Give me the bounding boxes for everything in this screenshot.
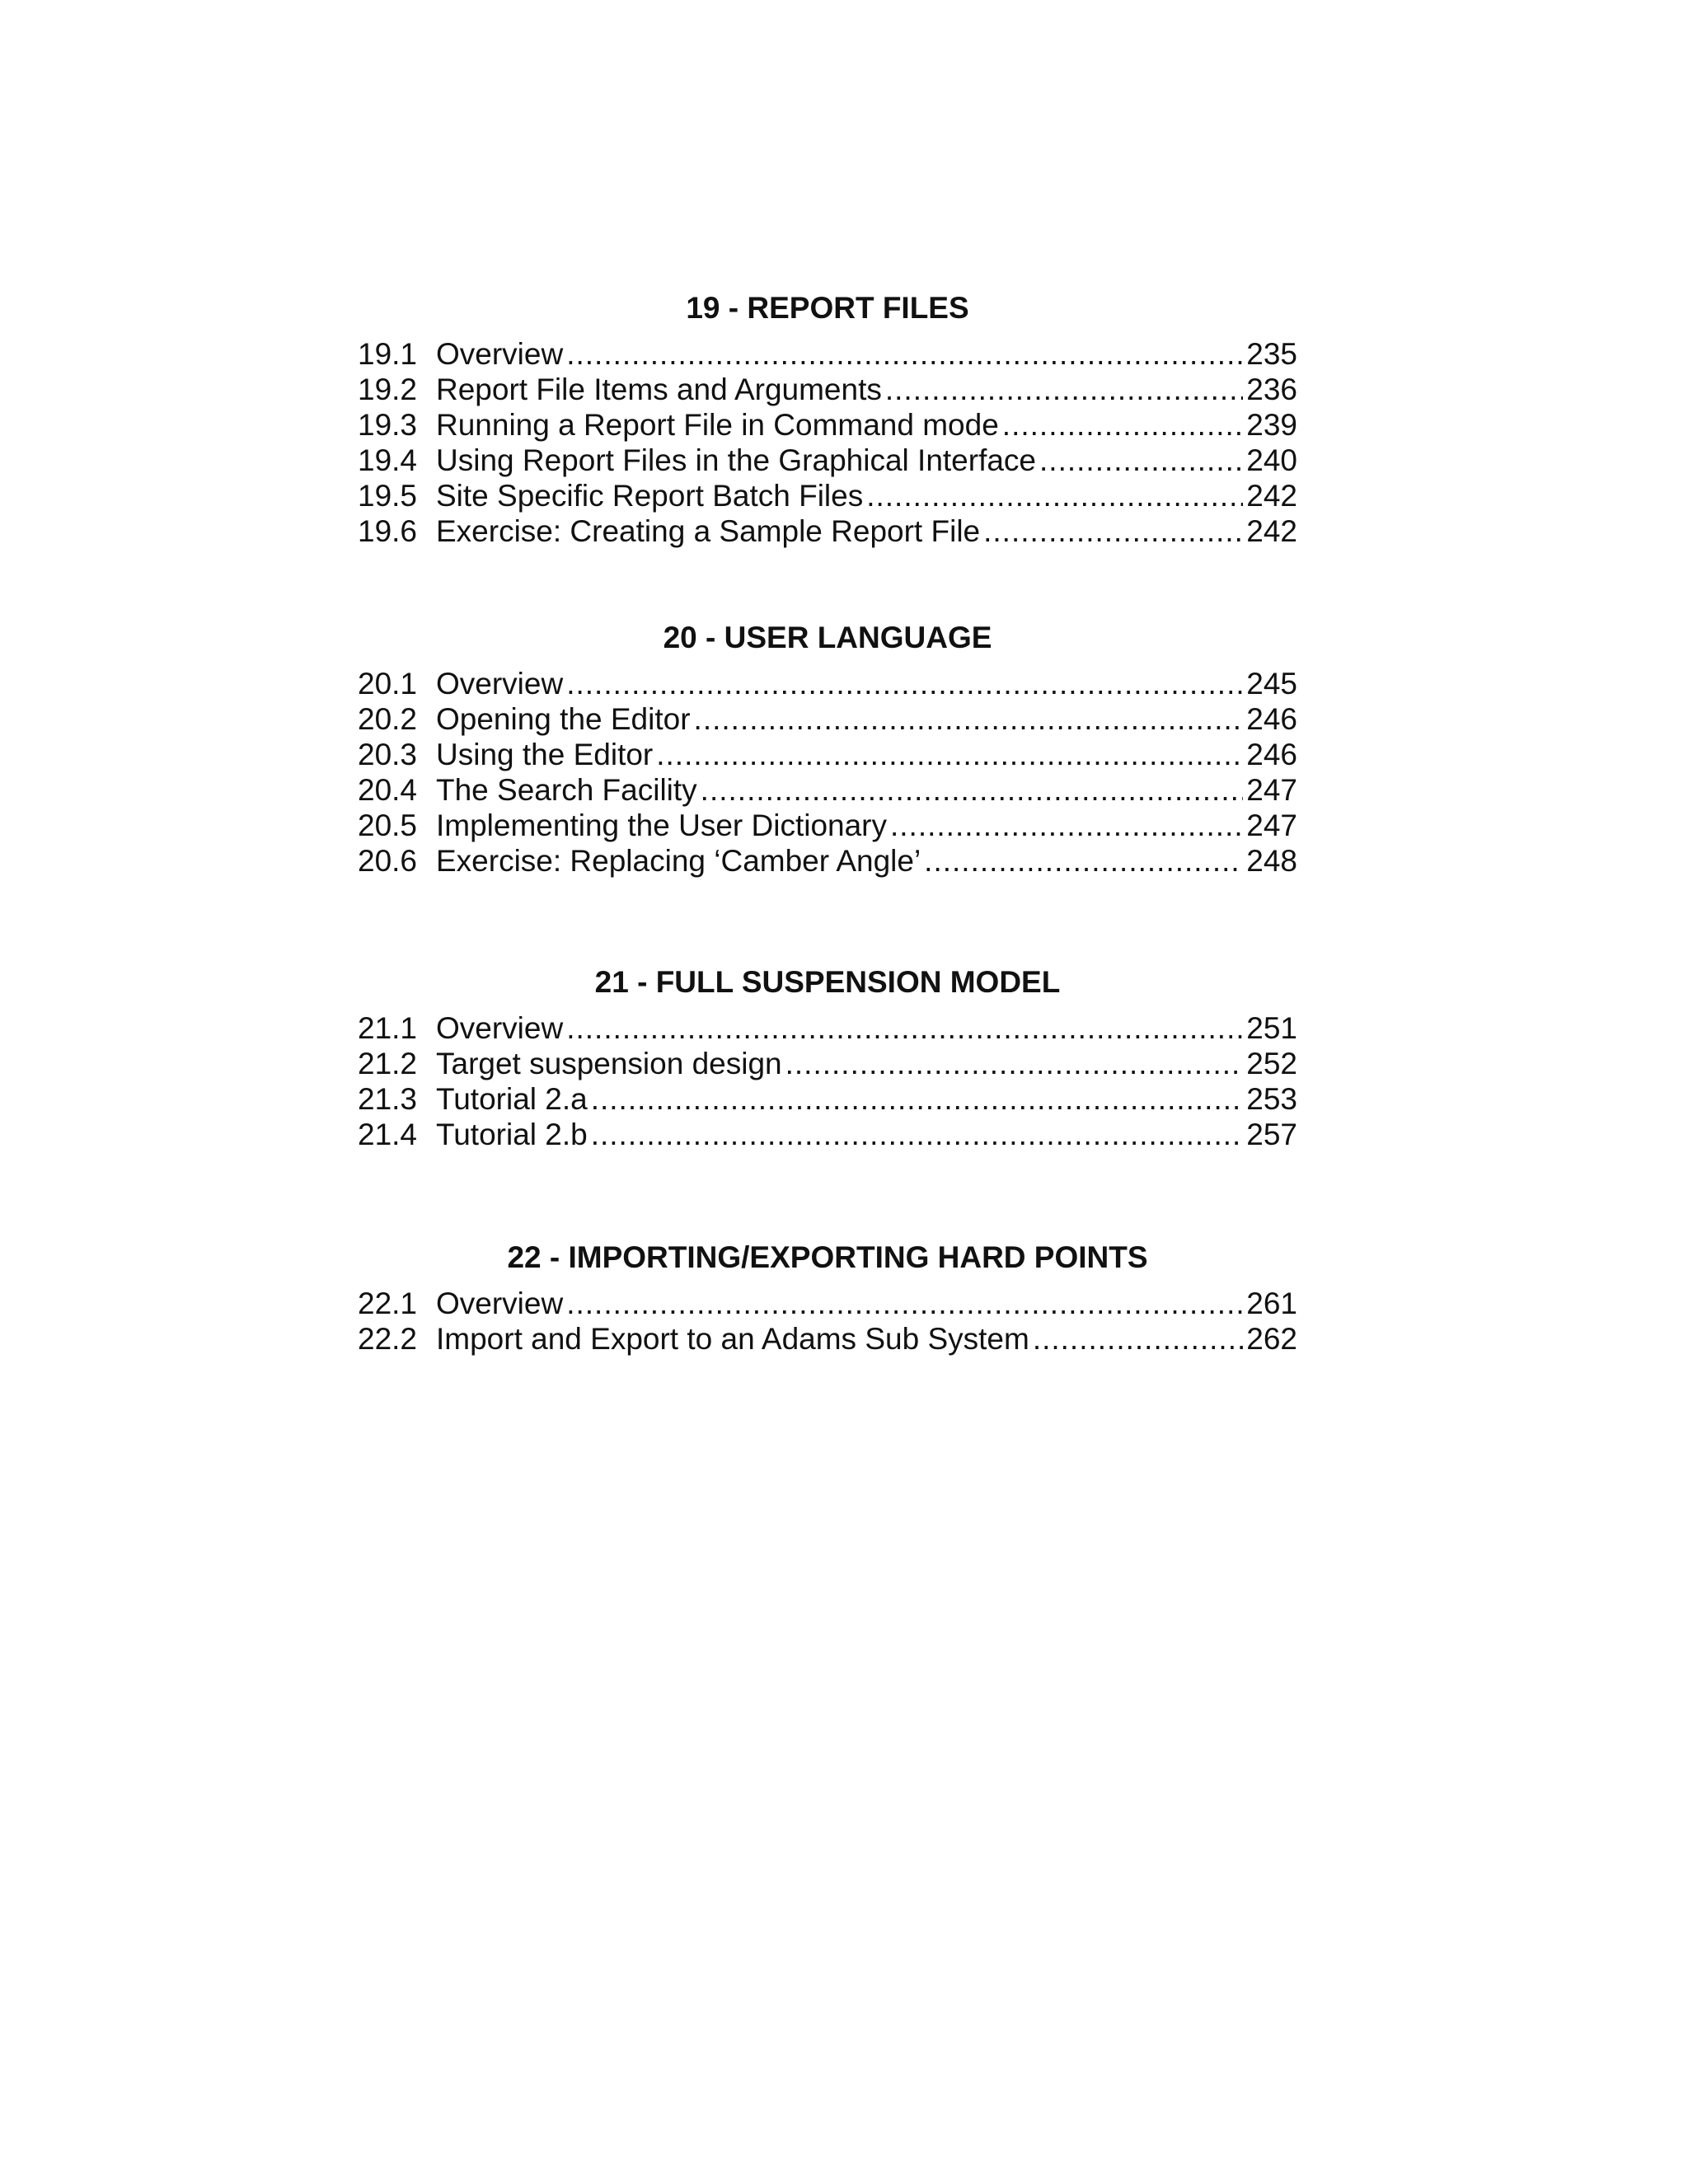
section-heading: 20 - USER LANGUAGE <box>663 621 992 654</box>
entry-page-number: 253 <box>1246 1082 1297 1116</box>
toc-entry[interactable] <box>358 843 1297 879</box>
entry-number: 22.2 <box>358 1322 418 1356</box>
entry-page-number: 246 <box>1246 702 1297 736</box>
dot-leader <box>591 1117 1244 1152</box>
section-heading: 22 - IMPORTING/EXPORTING HARD POINTS <box>507 1240 1148 1274</box>
entry-title: Overview <box>436 337 564 371</box>
toc-entry[interactable] <box>358 1286 1297 1321</box>
entry-number: 19.6 <box>358 514 418 548</box>
entry-title: Overview <box>436 667 564 701</box>
entry-title: Using the Editor <box>436 738 654 771</box>
entry-title: Site Specific Report Batch Files <box>436 479 864 513</box>
toc-entry[interactable] <box>358 443 1297 478</box>
dot-leader <box>983 513 1243 549</box>
toc-entry[interactable] <box>358 737 1297 772</box>
toc-entry[interactable] <box>358 372 1297 407</box>
dot-leader <box>566 1286 1243 1321</box>
entry-title: Overview <box>436 1011 564 1045</box>
dot-leader <box>890 808 1243 843</box>
entry-number: 20.5 <box>358 808 418 842</box>
toc-entry[interactable] <box>358 407 1297 443</box>
toc-entry[interactable] <box>358 1117 1297 1152</box>
entry-page-number: 251 <box>1246 1011 1297 1045</box>
dot-leader <box>866 478 1243 513</box>
entry-title: Exercise: Creating a Sample Report File <box>436 514 981 548</box>
entry-number: 21.2 <box>358 1047 418 1080</box>
dot-leader <box>566 666 1243 701</box>
entry-number: 21.1 <box>358 1011 418 1045</box>
toc-section-21 <box>358 964 1297 1152</box>
entry-page-number: 240 <box>1246 443 1297 477</box>
toc-entry[interactable] <box>358 1010 1297 1046</box>
entry-number: 20.4 <box>358 773 418 807</box>
toc-entry[interactable] <box>358 513 1297 549</box>
entry-page-number: 236 <box>1246 373 1297 406</box>
entry-number: 20.3 <box>358 738 418 771</box>
entry-page-number: 239 <box>1246 408 1297 442</box>
entry-page-number: 235 <box>1246 337 1297 371</box>
entry-title: Tutorial 2.a <box>436 1082 588 1116</box>
entry-number: 20.2 <box>358 702 418 736</box>
entry-title: Opening the Editor <box>436 702 691 736</box>
entry-page-number: 247 <box>1246 773 1297 807</box>
entry-page-number: 252 <box>1246 1047 1297 1080</box>
toc-entry[interactable] <box>358 666 1297 701</box>
dot-leader <box>885 372 1243 407</box>
entry-number: 19.5 <box>358 479 418 513</box>
dot-leader <box>566 336 1243 372</box>
entry-page-number: 242 <box>1246 479 1297 513</box>
entry-title: Report File Items and Arguments <box>436 373 882 406</box>
toc-entry[interactable] <box>358 772 1297 808</box>
dot-leader <box>1033 1321 1243 1357</box>
toc-entry[interactable] <box>358 1046 1297 1081</box>
section-heading: 21 - FULL SUSPENSION MODEL <box>594 965 1061 999</box>
entry-number: 19.2 <box>358 373 418 406</box>
toc-entry[interactable] <box>358 1321 1297 1357</box>
entry-number: 19.4 <box>358 443 418 477</box>
dot-leader <box>924 843 1243 879</box>
dot-leader <box>566 1010 1243 1046</box>
entry-number: 20.1 <box>358 667 418 701</box>
toc-section-22 <box>358 1240 1297 1357</box>
dot-leader <box>591 1081 1244 1117</box>
entry-title: Using Report Files in the Graphical Interface <box>436 443 1037 477</box>
section-heading: 19 - REPORT FILES <box>686 291 969 325</box>
entry-page-number: 248 <box>1246 844 1297 878</box>
entry-number: 22.1 <box>358 1286 418 1320</box>
entry-title: Running a Report File in Command mode <box>436 408 999 442</box>
entry-page-number: 262 <box>1246 1322 1297 1356</box>
entry-number: 19.1 <box>358 337 418 371</box>
toc-entry[interactable] <box>358 1081 1297 1117</box>
dot-leader <box>785 1046 1244 1081</box>
entry-title: The Search Facility <box>436 773 697 807</box>
dot-leader <box>1039 443 1243 478</box>
toc-section-20 <box>358 620 1297 879</box>
entry-title: Exercise: Replacing ‘Camber Angle’ <box>436 844 921 878</box>
entry-page-number: 242 <box>1246 514 1297 548</box>
toc-section-19 <box>358 290 1297 549</box>
entry-title: Target suspension design <box>436 1047 782 1080</box>
entry-number: 20.6 <box>358 844 418 878</box>
dot-leader <box>1002 407 1243 443</box>
entry-number: 19.3 <box>358 408 418 442</box>
entry-page-number: 245 <box>1246 667 1297 701</box>
entry-number: 21.3 <box>358 1082 418 1116</box>
toc-entry[interactable] <box>358 701 1297 737</box>
entry-page-number: 247 <box>1246 808 1297 842</box>
entry-page-number: 261 <box>1246 1286 1297 1320</box>
entry-page-number: 246 <box>1246 738 1297 771</box>
entry-title: Import and Export to an Adams Sub System <box>436 1322 1029 1356</box>
toc-entry[interactable] <box>358 808 1297 843</box>
entry-number: 21.4 <box>358 1118 418 1151</box>
entry-page-number: 257 <box>1246 1118 1297 1151</box>
toc-entry[interactable] <box>358 336 1297 372</box>
entry-title: Implementing the User Dictionary <box>436 808 887 842</box>
dot-leader <box>694 701 1244 737</box>
entry-title: Tutorial 2.b <box>436 1118 588 1151</box>
dot-leader <box>656 737 1243 772</box>
dot-leader <box>701 772 1244 808</box>
entry-title: Overview <box>436 1286 564 1320</box>
toc-entry[interactable] <box>358 478 1297 513</box>
